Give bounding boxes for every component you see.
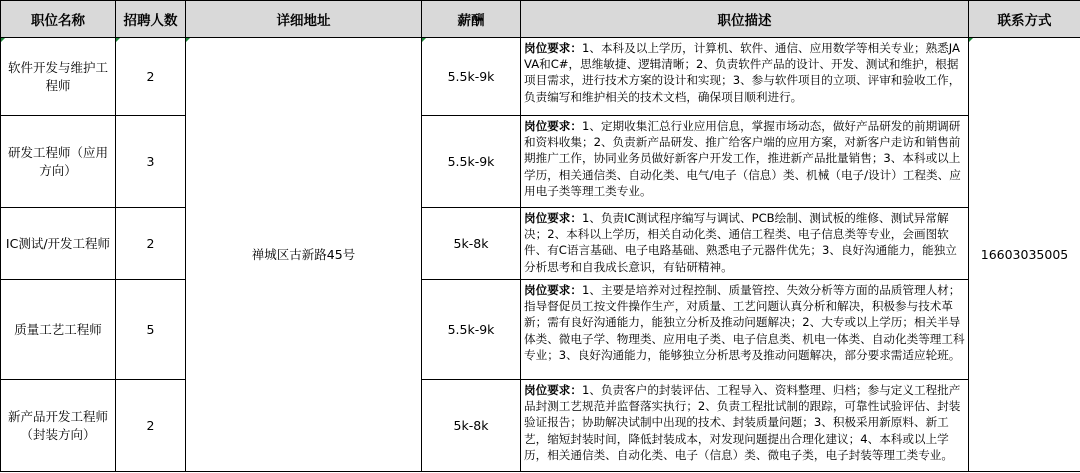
header-address: 详细地址 [186,1,422,38]
desc-label: 岗位要求： [524,383,582,397]
desc-label: 岗位要求： [524,283,582,297]
salary: 5k-8k [422,208,521,280]
job-description [521,116,969,208]
header-row [1,1,1080,38]
header-description: 职位描述 [521,1,969,38]
job-description [521,380,969,472]
position-title: 软件开发与维护工程师 [1,38,116,116]
table-row [1,116,1080,208]
address-cell: 禅城区古新路45号 [186,38,422,472]
table-row [1,38,1080,116]
position-title: IC测试/开发工程师 [1,208,116,280]
table-row [1,208,1080,280]
header-salary: 薪酬 [422,1,521,38]
desc-label: 岗位要求： [524,41,582,55]
header-contact: 联系方式 [969,1,1080,38]
position-title: 质量工艺工程师 [1,280,116,380]
desc-text: 1、定期收集汇总行业应用信息，掌握市场动态，做好产品研发的前期调研和资料收集；2、负责新产品研发、推广给客户端的应用方案，对新客户走访和销售前期推广工作，协同业务员做好新客户开发工作，推进新产品批量销售；3、本科或以上学历，相关通信类、自动化类、电气/电子（信息）类、机械（电子/设计）工程类、应用电子类等理工类专业。 [524,119,961,198]
desc-label: 岗位要求： [524,211,582,225]
header-count: 招聘人数 [116,1,186,38]
salary: 5.5k-9k [422,116,521,208]
salary: 5k-8k [422,380,521,472]
desc-text: 1、本科及以上学历，计算机、软件、通信、应用数学等相关专业；熟悉JAVA和C#，思维敏捷、逻辑清晰；2、负责软件产品的设计、开发、测试和维护，根据项目需求，进行技术方案的设计和实现；3、参与软件项目的立项、评审和验收工作，负责编写和维护相关的技术文档，确保项目顺利进行。 [524,41,961,104]
position-title: 研发工程师（应用方向） [1,116,116,208]
header-position: 职位名称 [1,1,116,38]
desc-text: 1、负责IC测试程序编写与调试、PCB绘制、测试板的维修、测试异常解决；2、本科以上学历，相关自动化类、通信工程类、电子信息类等专业，会画图软件、有C语言基础、电子电路基础、熟悉电子元器件优先；3、良好沟通能力，能独立分析思考和自我成长意识，有钻研精神。 [524,211,957,274]
headcount: 2 [116,380,186,472]
table-row [1,380,1080,472]
table-row [1,280,1080,380]
job-description [521,208,969,280]
job-description [521,280,969,380]
salary: 5.5k-9k [422,38,521,116]
salary: 5.5k-9k [422,280,521,380]
headcount: 5 [116,280,186,380]
headcount: 2 [116,208,186,280]
job-description [521,38,969,116]
desc-label: 岗位要求： [524,119,582,133]
headcount: 2 [116,38,186,116]
desc-text: 1、主要是培养对过程控制、质量管控、失效分析等方面的品质管理人材；指导督促员工按文件操作生产，对质量、工艺问题认真分析和解决，积极参与技术革新；需有良好沟通能力，能独立分析及推动问题解决；2、大专或以上学历；相关半导体类、微电子学、物理类、应用电子类、电子信息类、机电一体类、自动化类等理工科专业；3、良好沟通能力，能够独立分析思考及推动问题解决，部分要求需适应轮班。 [524,283,965,362]
contact-cell: 16603035005 [969,38,1080,472]
desc-text: 1、负责客户的封装评估、工程导入、资料整理、归档；参与定义工程批产品封测工艺规范并监督落实执行；2、负责工程批试制的跟踪，可靠性试验评估、封装验证报告；协助解决试制中出现的技术、封装质量问题；3、积极采用新原料、新工艺，缩短封装时间，降低封装成本，对发现问题提出合理化建议；4、本科或以上学历，相关通信类、自动化类、电子（信息）类、微电子类，电子封装等理工类专业。 [524,383,961,462]
headcount: 3 [116,116,186,208]
position-title: 新产品开发工程师（封装方向） [1,380,116,472]
